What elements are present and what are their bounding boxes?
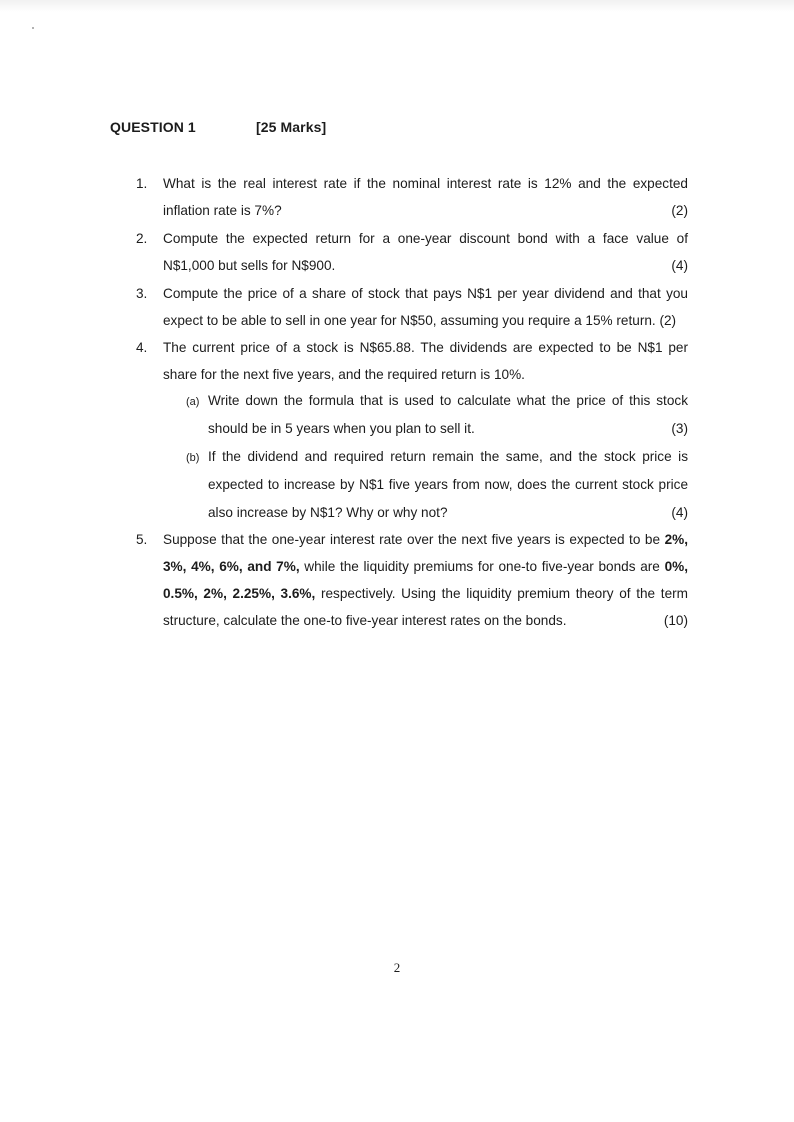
sub-question-label: (b)	[186, 452, 200, 464]
question-title: QUESTION 1	[110, 119, 196, 135]
question-heading	[110, 119, 327, 135]
sub-question-text: Write down the formula that is used to calculate what the price of this stock should be in 5 years when you plan to sell it.	[208, 393, 688, 436]
question-number: 2.	[136, 231, 148, 246]
question-body	[163, 170, 688, 224]
scan-speck	[32, 27, 34, 29]
question-text-part: while the liquidity premiums for one-to five-year bonds are	[299, 559, 665, 574]
scan-edge	[0, 0, 794, 12]
question-number: 5.	[136, 532, 148, 547]
page-number: 2	[393, 960, 401, 975]
question-total-marks: [25 Marks]	[256, 119, 327, 135]
liquidity-premiums: 0%, 0.5%, 2%, 2.25%, 3.6%,	[163, 559, 688, 601]
question-item-5	[136, 526, 688, 634]
question-text-part: respectively. Using the liquidity premium theory of the term structure, calculate the one-to five-year interest rates on the bonds.	[163, 586, 688, 628]
question-item-3	[136, 280, 688, 334]
sub-question-a	[186, 387, 688, 443]
question-marks: (2)	[671, 203, 688, 218]
question-number: 1.	[136, 176, 148, 191]
question-number: 3.	[136, 286, 148, 301]
question-item-1	[136, 170, 688, 224]
question-marks: (4)	[671, 258, 688, 273]
sub-question-text: If the dividend and required return remain the same, and the stock price is expected to increase by N$1 five years from now, does the current stock price also increase by N$1? Why or why not?	[208, 449, 688, 520]
question-body	[163, 225, 688, 279]
question-text: What is the real interest rate if the nominal interest rate is 12% and the expected inflation rate is 7%?	[163, 176, 688, 218]
question-text: Compute the expected return for a one-year discount bond with a face value of N$1,000 but sells for N$900.	[163, 231, 688, 273]
sub-question-label: (a)	[186, 396, 200, 408]
sub-question-body	[208, 387, 688, 443]
question-body	[163, 280, 688, 334]
question-marks: (10)	[663, 613, 688, 628]
question-text: The current price of a stock is N$65.88. The dividends are expected to be N$1 per share for the next five years, and the required return is 10%.	[163, 340, 688, 382]
sub-question-b	[186, 443, 688, 527]
question-body	[163, 334, 688, 388]
sub-question-marks: (4)	[671, 505, 688, 520]
question-item-4	[136, 334, 688, 388]
question-text-part: Suppose that the one-year interest rate over the next five years is expected to be	[163, 532, 665, 547]
sub-question-marks: (3)	[671, 421, 688, 436]
expected-rates: 2%, 3%, 4%, 6%, and 7%,	[163, 532, 688, 574]
question-item-2	[136, 225, 688, 279]
question-number: 4.	[136, 340, 148, 355]
question-body	[163, 526, 688, 634]
sub-question-body	[208, 443, 688, 527]
question-text: Compute the price of a share of stock that pays N$1 per year dividend and that you expect to be able to sell in one year for N$50, assuming you require a 15% return. (2)	[163, 286, 688, 328]
